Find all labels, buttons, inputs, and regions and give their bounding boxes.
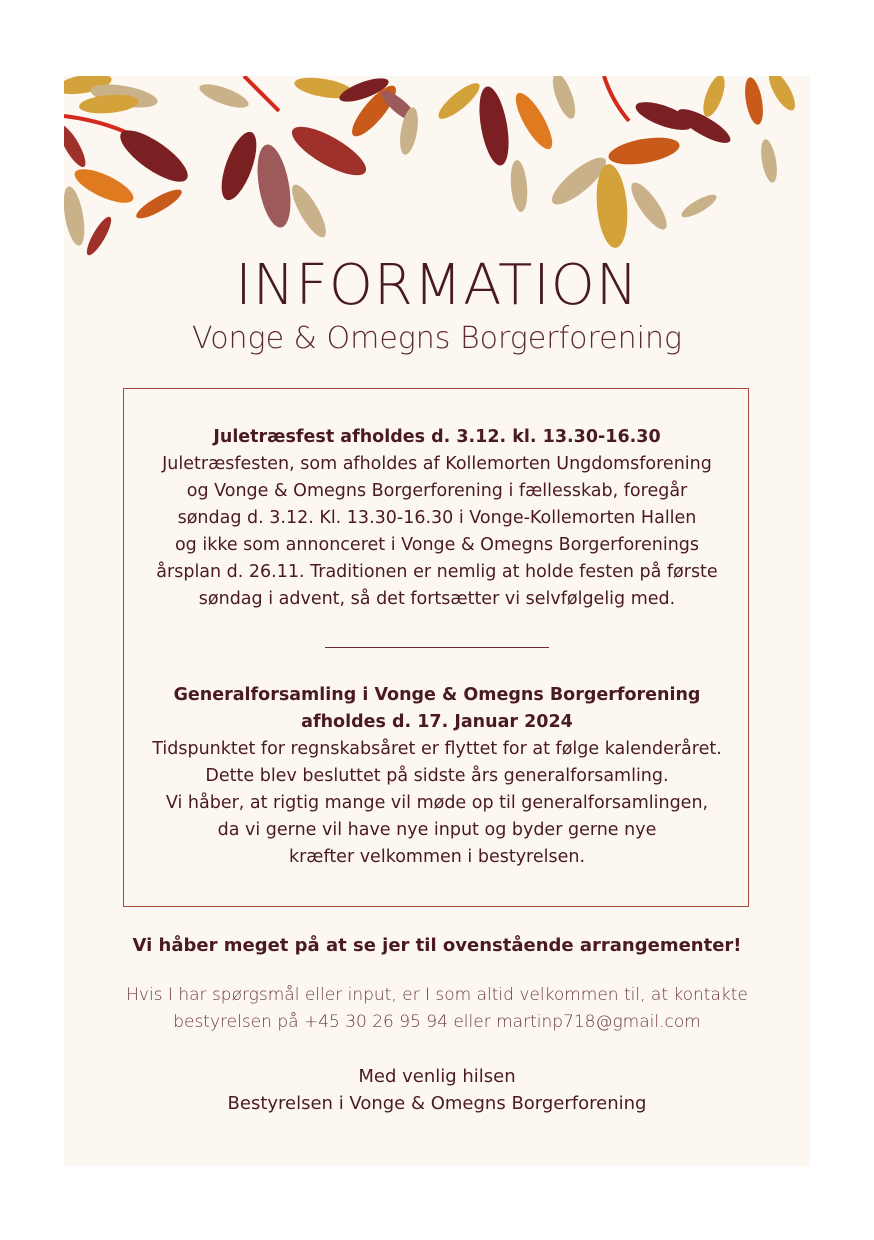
greeting: Med venlig hilsen: [358, 1066, 516, 1087]
section-divider: [325, 647, 549, 648]
closing-signature: [64, 1063, 810, 1117]
contact-line: bestyrelsen på +45 30 26 95 94 eller martinp718@gmail.com: [173, 1012, 701, 1032]
section-text-line: søndag d. 3.12. Kl. 13.30-16.30 i Vonge-Kollemorten Hallen: [177, 508, 697, 528]
section-text-line: og ikke som annonceret i Vonge & Omegns Borgerforenings: [174, 535, 700, 555]
juletraesfest-section: [124, 424, 750, 613]
section-text-line: da vi gerne vil have nye input og byder gerne nye: [217, 820, 657, 840]
section-heading: afholdes d. 17. Januar 2024: [301, 712, 573, 732]
generalforsamling-section: [124, 682, 750, 871]
document-page: [64, 76, 810, 1166]
contact-line: Hvis I har spørgsmål eller input, er I som altid velkommen til, at kontakte: [126, 985, 748, 1005]
section-text-line: årsplan d. 26.11. Traditionen er nemlig at holde festen på første: [156, 562, 718, 582]
info-box: [123, 388, 749, 907]
section-text-line: søndag i advent, så det fortsætter vi selvfølgelig med.: [198, 589, 676, 609]
contact-info: [64, 982, 810, 1036]
section-text-line: kræfter velkommen i bestyrelsen.: [288, 847, 586, 867]
section-text-line: Tidspunktet for regnskabsåret er flyttet for at følge kalenderåret.: [152, 739, 722, 759]
section-text-line: Juletræsfesten, som afholdes af Kollemorten Ungdomsforening: [162, 454, 712, 474]
section-text-line: Dette blev besluttet på sidste års generalforsamling.: [205, 766, 669, 786]
hope-message: Vi håber meget på at se jer til ovenstående arrangementer!: [132, 935, 742, 956]
page-title: INFORMATION: [235, 253, 639, 318]
section-heading: Juletræsfest afholdes d. 3.12. kl. 13.30-16.30: [213, 427, 661, 447]
section-heading: Generalforsamling i Vonge & Omegns Borgerforening: [173, 685, 701, 705]
signature: Bestyrelsen i Vonge & Omegns Borgerforening: [227, 1093, 647, 1114]
autumn-leaves-icon: [64, 76, 810, 266]
page-subtitle: Vonge & Omegns Borgerforening: [192, 321, 682, 356]
section-text-line: og Vonge & Omegns Borgerforening i fællesskab, foregår: [186, 481, 688, 501]
section-text-line: Vi håber, at rigtig mange vil møde op til generalforsamlingen,: [165, 793, 709, 813]
